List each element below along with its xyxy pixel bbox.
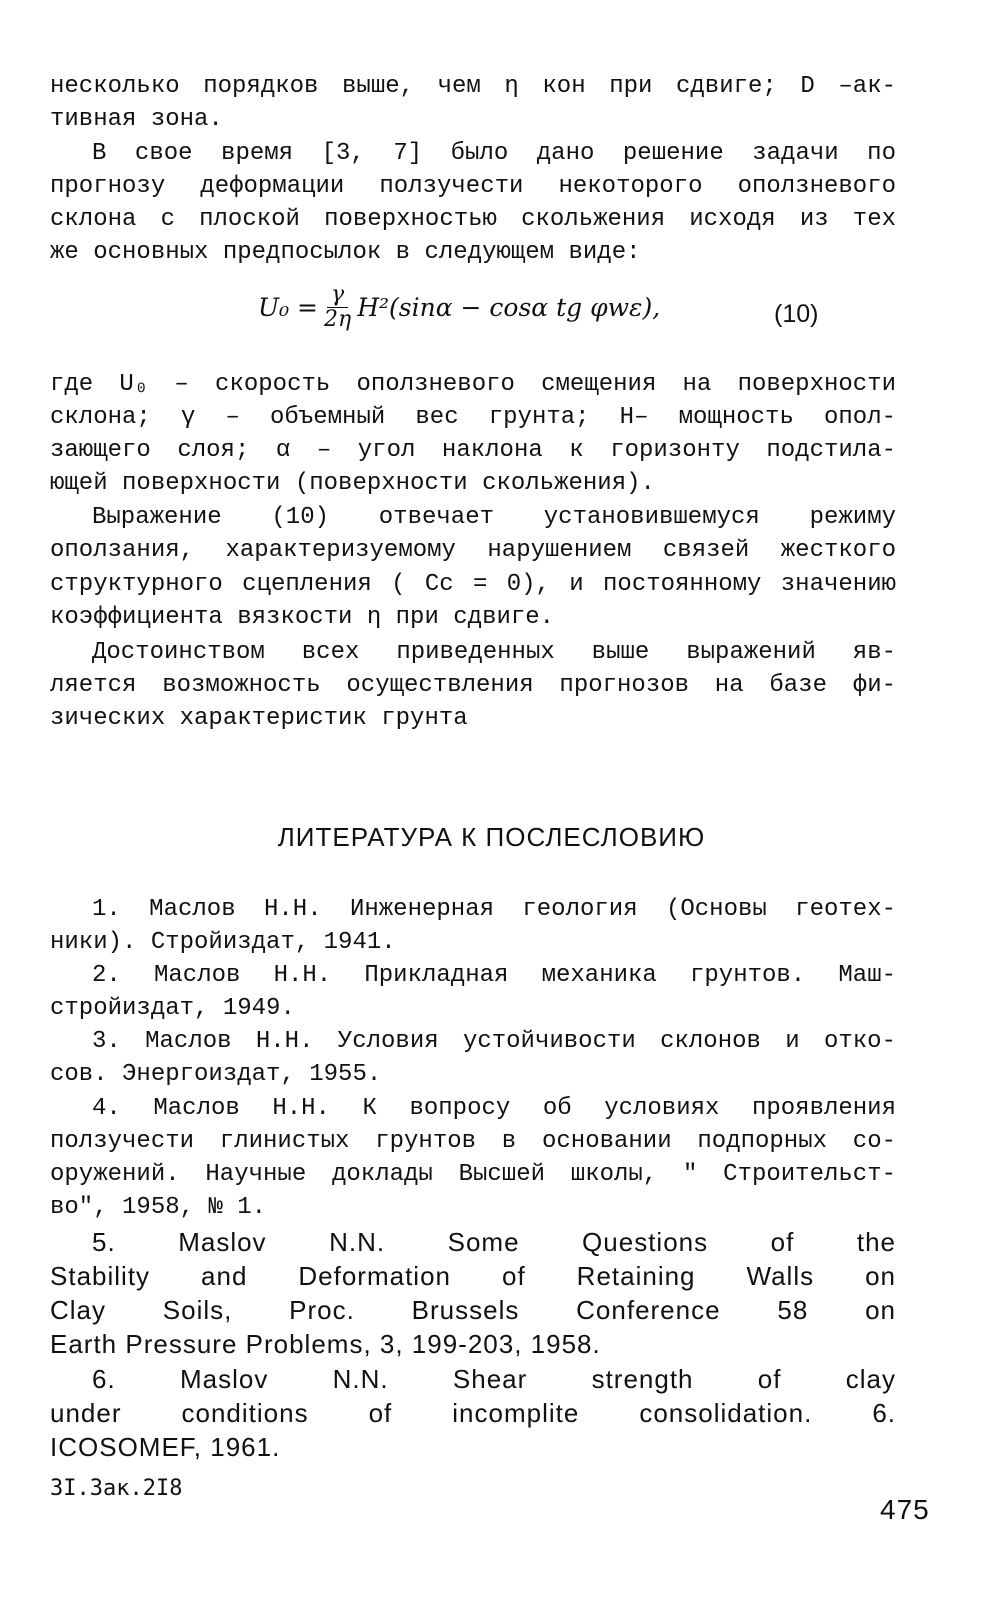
reference-line: 3. Маслов Н.Н. Условия устойчивости склонов и отко- xyxy=(92,1028,896,1055)
equation-number: (10) xyxy=(774,300,819,328)
text-line: Выражение (10) отвечает установившемуся режиму xyxy=(92,504,896,531)
reference-line: ползучести глинистых грунтов в основании подпорных со- xyxy=(50,1128,896,1155)
text-line: же основных предпосылок в следующем виде: xyxy=(50,239,641,266)
page-number: 475 xyxy=(880,1494,930,1525)
text-line: ющей поверхности (поверхности скольжения). xyxy=(50,470,655,497)
reference-line: 6. Maslov N.N. Shear strength of clay xyxy=(92,1364,896,1394)
text-line: склона; γ – объемный вес грунта; H– мощность опол- xyxy=(50,404,896,431)
reference-line: 4. Маслов Н.Н. К вопросу об условиях проявления xyxy=(92,1095,896,1122)
reference-line: стройиздат, 1949. xyxy=(50,995,295,1022)
text-line: где U₀ – скорость оползневого смещения на поверхности xyxy=(50,371,896,398)
text-line: прогнозу деформации ползучести некоторого оползневого xyxy=(50,173,896,200)
print-order-code: 3I.Зак.2I8 xyxy=(50,1476,183,1501)
reference-line: 5. Maslov N.N. Some Questions of the xyxy=(92,1227,896,1257)
text-line: несколько порядков выше, чем η кон при сдвиге; D –ак- xyxy=(50,73,896,100)
reference-line: ники). Стройиздат, 1941. xyxy=(50,929,396,956)
reference-line: Earth Pressure Problems, 3, 199-203, 1958. xyxy=(50,1329,601,1359)
text-line: ляется возможность осуществления прогнозов на базе фи- xyxy=(50,672,896,699)
text-line: Достоинством всех приведенных выше выражений яв- xyxy=(92,639,896,666)
text-line: коэффициента вязкости η при сдвиге. xyxy=(50,604,555,631)
fraction-denominator: 2η xyxy=(324,307,352,332)
reference-line: оружений. Научные доклады Высшей школы, " Строительст- xyxy=(50,1161,896,1188)
text-line: В свое время [3, 7] было дано решение задачи по xyxy=(92,140,896,167)
text-line: склона с плоской поверхностью скольжения исходя из тех xyxy=(50,206,896,233)
equation-rhs: H²(sinα − cosα tg φwε), xyxy=(357,293,661,322)
reference-line: Stability and Deformation of Retaining Walls on xyxy=(50,1261,896,1291)
text-line: тивная зона. xyxy=(50,106,223,133)
reference-line: во", 1958, № 1. xyxy=(50,1194,267,1221)
reference-line: ICOSOMEF, 1961. xyxy=(50,1432,281,1462)
references-heading: ЛИТЕРАТУРА К ПОСЛЕСЛОВИЮ xyxy=(277,822,706,852)
reference-line: under conditions of incomplite consolidation. 6. xyxy=(50,1398,896,1428)
equation-lhs: U₀ = xyxy=(258,293,318,322)
text-line: оползания, характеризуемому нарушением связей жесткого xyxy=(50,537,896,564)
text-line: зических характеристик грунта xyxy=(50,705,468,732)
fraction-numerator: γ xyxy=(327,283,348,308)
reference-line: Clay Soils, Proc. Brussels Conference 58 on xyxy=(50,1295,896,1325)
text-line: зающего слоя; α – угол наклона к горизонту подстила- xyxy=(50,437,896,464)
reference-line: 1. Маслов Н.Н. Инженерная геология (Основы геотех- xyxy=(92,896,896,923)
text-line: структурного сцепления ( Cc = 0), и постоянному значению xyxy=(50,571,896,598)
equation-fraction xyxy=(324,283,351,332)
equation xyxy=(258,283,660,332)
reference-line: 2. Маслов Н.Н. Прикладная механика грунтов. Маш- xyxy=(92,962,896,989)
reference-line: сов. Энергоиздат, 1955. xyxy=(50,1061,382,1088)
